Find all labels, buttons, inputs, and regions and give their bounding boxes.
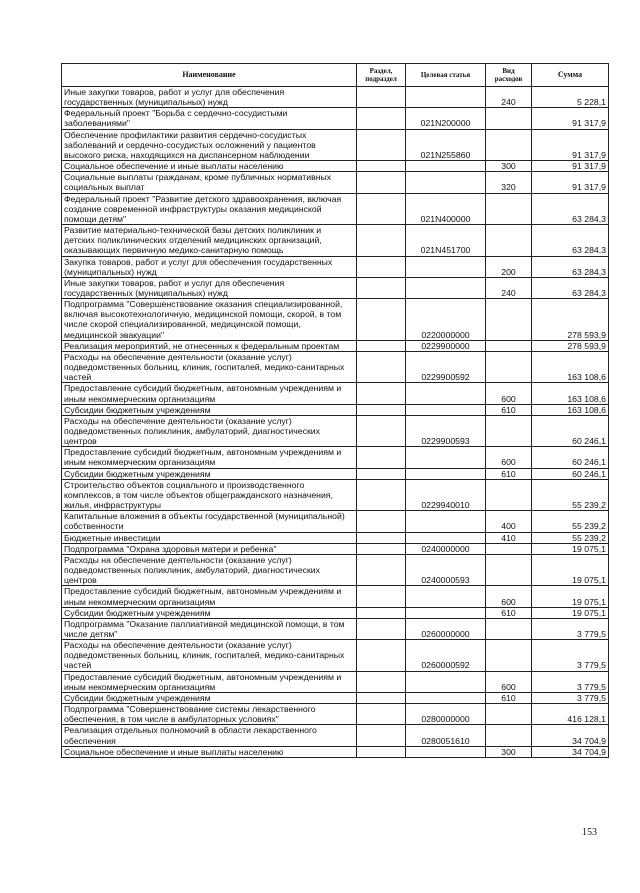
row-sum-cell: 60 246,1 <box>532 447 609 468</box>
row-expense-type-cell: 610 <box>486 692 532 703</box>
table-row <box>62 277 609 298</box>
header-name: Наименование <box>62 64 357 87</box>
table-row <box>62 447 609 468</box>
row-name-cell: Строительство объектов социального и производственного комплексов, в том числе объектов общегражданского назначения, жилья, инфраструктуры <box>62 479 357 510</box>
row-expense-type-cell <box>486 108 532 129</box>
row-name-cell: Подпрограмма "Оказание паллиативной медицинской помощи, в том числе детям" <box>62 618 357 639</box>
table-body <box>62 87 609 758</box>
row-target-article-cell <box>406 161 486 172</box>
row-expense-type-cell <box>486 640 532 671</box>
row-razdel-cell <box>357 415 406 446</box>
row-target-article-cell <box>406 172 486 193</box>
row-razdel-cell <box>357 511 406 532</box>
row-sum-cell: 5 228,1 <box>532 87 609 108</box>
row-name-cell: Реализация отдельных полномочий в области лекарственного обеспечения <box>62 725 357 746</box>
row-sum-cell: 63 284,3 <box>532 256 609 277</box>
table-row <box>62 607 609 618</box>
row-target-article-cell: 0280000000 <box>406 704 486 725</box>
row-expense-type-cell: 320 <box>486 172 532 193</box>
row-name-cell: Расходы на обеспечение деятельности (оказание услуг) подведомственных поликлиник, амбулаторий, диагностических центров <box>62 554 357 585</box>
row-razdel-cell <box>357 161 406 172</box>
row-target-article-cell <box>406 404 486 415</box>
row-target-article-cell <box>406 87 486 108</box>
table-row <box>62 532 609 543</box>
row-sum-cell: 278 593,9 <box>532 340 609 351</box>
row-expense-type-cell: 600 <box>486 383 532 404</box>
row-razdel-cell <box>357 383 406 404</box>
row-expense-type-cell: 610 <box>486 468 532 479</box>
row-name-cell: Субсидии бюджетным учреждениям <box>62 607 357 618</box>
row-expense-type-cell: 400 <box>486 511 532 532</box>
table-row <box>62 172 609 193</box>
header-target-article: Целевая статья <box>406 64 486 87</box>
row-expense-type-cell: 240 <box>486 277 532 298</box>
row-target-article-cell <box>406 586 486 607</box>
row-target-article-cell: 021N255860 <box>406 129 486 160</box>
row-expense-type-cell: 600 <box>486 671 532 692</box>
row-expense-type-cell <box>486 618 532 639</box>
row-target-article-cell <box>406 511 486 532</box>
budget-table <box>61 63 609 758</box>
row-razdel-cell <box>357 87 406 108</box>
row-target-article-cell: 021N400000 <box>406 193 486 224</box>
row-razdel-cell <box>357 404 406 415</box>
row-target-article-cell <box>406 532 486 543</box>
row-expense-type-cell: 200 <box>486 256 532 277</box>
row-name-cell: Субсидии бюджетным учреждениям <box>62 468 357 479</box>
table-row <box>62 618 609 639</box>
row-sum-cell: 91 317,9 <box>532 129 609 160</box>
row-name-cell: Федеральный проект "Развитие детского здравоохранения, включая создание современной инфраструктуры оказания медицинской помощи детям" <box>62 193 357 224</box>
row-sum-cell: 34 704,9 <box>532 725 609 746</box>
row-expense-type-cell: 410 <box>486 532 532 543</box>
row-sum-cell: 163 108,6 <box>532 404 609 415</box>
row-sum-cell: 416 128,1 <box>532 704 609 725</box>
row-target-article-cell: 0229900592 <box>406 351 486 382</box>
row-sum-cell: 55 239,2 <box>532 479 609 510</box>
row-name-cell: Предоставление субсидий бюджетным, автономным учреждениям и иным некоммерческим организациям <box>62 671 357 692</box>
table-row <box>62 746 609 757</box>
row-name-cell: Предоставление субсидий бюджетным, автономным учреждениям и иным некоммерческим организациям <box>62 586 357 607</box>
table-row <box>62 554 609 585</box>
row-expense-type-cell <box>486 299 532 341</box>
row-target-article-cell <box>406 468 486 479</box>
page-number: 153 <box>582 827 597 838</box>
row-razdel-cell <box>357 640 406 671</box>
row-expense-type-cell <box>486 725 532 746</box>
row-expense-type-cell <box>486 225 532 256</box>
row-name-cell: Подпрограмма "Охрана здоровья матери и ребенка" <box>62 543 357 554</box>
table-row <box>62 479 609 510</box>
row-razdel-cell <box>357 225 406 256</box>
row-sum-cell: 91 317,9 <box>532 161 609 172</box>
row-name-cell: Предоставление субсидий бюджетным, автономным учреждениям и иным некоммерческим организациям <box>62 383 357 404</box>
row-razdel-cell <box>357 479 406 510</box>
row-razdel-cell <box>357 618 406 639</box>
row-name-cell: Предоставление субсидий бюджетным, автономным учреждениям и иным некоммерческим организациям <box>62 447 357 468</box>
row-target-article-cell <box>406 671 486 692</box>
row-expense-type-cell: 240 <box>486 87 532 108</box>
row-razdel-cell <box>357 586 406 607</box>
row-target-article-cell: 0229940010 <box>406 479 486 510</box>
row-sum-cell: 3 779,5 <box>532 618 609 639</box>
table-row <box>62 704 609 725</box>
row-expense-type-cell <box>486 193 532 224</box>
row-name-cell: Обеспечение профилактики развития сердечно-сосудистых заболеваний и сердечно-сосудистых осложнений у пациентов высокого риска, находящихся на диспансерном наблюдении <box>62 129 357 160</box>
header-expense-type: Вид расходов <box>486 64 532 87</box>
row-razdel-cell <box>357 607 406 618</box>
row-sum-cell: 163 108,6 <box>532 351 609 382</box>
row-expense-type-cell: 300 <box>486 161 532 172</box>
row-target-article-cell <box>406 746 486 757</box>
table-row <box>62 161 609 172</box>
row-target-article-cell: 0229900593 <box>406 415 486 446</box>
row-target-article-cell: 0240000000 <box>406 543 486 554</box>
row-sum-cell: 163 108,6 <box>532 383 609 404</box>
table-row <box>62 692 609 703</box>
table-row <box>62 725 609 746</box>
row-sum-cell: 60 246,1 <box>532 415 609 446</box>
row-target-article-cell <box>406 447 486 468</box>
row-name-cell: Субсидии бюджетным учреждениям <box>62 692 357 703</box>
row-sum-cell: 19 075,1 <box>532 543 609 554</box>
row-expense-type-cell <box>486 704 532 725</box>
row-razdel-cell <box>357 193 406 224</box>
row-expense-type-cell <box>486 543 532 554</box>
row-sum-cell: 19 075,1 <box>532 607 609 618</box>
row-razdel-cell <box>357 277 406 298</box>
row-sum-cell: 19 075,1 <box>532 586 609 607</box>
row-sum-cell: 278 593,9 <box>532 299 609 341</box>
row-sum-cell: 3 779,5 <box>532 692 609 703</box>
row-razdel-cell <box>357 340 406 351</box>
row-name-cell: Развитие материально-технической базы детских поликлиник и детских поликлинических отделений медицинских организаций, оказывающих первичную медико-санитарную помощь <box>62 225 357 256</box>
row-name-cell: Расходы на обеспечение деятельности (оказание услуг) подведомственных поликлиник, амбулаторий, диагностических центров <box>62 415 357 446</box>
row-razdel-cell <box>357 746 406 757</box>
table-row <box>62 586 609 607</box>
row-sum-cell: 63 284,3 <box>532 225 609 256</box>
table-row <box>62 543 609 554</box>
row-target-article-cell <box>406 277 486 298</box>
table-row <box>62 511 609 532</box>
row-expense-type-cell: 610 <box>486 404 532 415</box>
row-name-cell: Социальное обеспечение и иные выплаты населению <box>62 746 357 757</box>
row-name-cell: Подпрограмма "Совершенствование системы лекарственного обеспечения, в том числе в амбулаторных условиях" <box>62 704 357 725</box>
row-expense-type-cell <box>486 340 532 351</box>
row-target-article-cell: 0260000000 <box>406 618 486 639</box>
row-name-cell: Социальное обеспечение и иные выплаты населению <box>62 161 357 172</box>
row-razdel-cell <box>357 543 406 554</box>
row-name-cell: Социальные выплаты гражданам, кроме публичных нормативных социальных выплат <box>62 172 357 193</box>
row-name-cell: Капитальные вложения в объекты государственной (муниципальной) собственности <box>62 511 357 532</box>
row-sum-cell: 3 779,5 <box>532 640 609 671</box>
row-target-article-cell: 021N451700 <box>406 225 486 256</box>
row-razdel-cell <box>357 108 406 129</box>
table-row <box>62 415 609 446</box>
row-name-cell: Подпрограмма "Совершенствование оказания специализированной, включая высокотехнологичную, медицинской помощи, скорой, в том числе скорой специализированной, медицинской помощи, медицинской эвакуации" <box>62 299 357 341</box>
table-row <box>62 404 609 415</box>
row-name-cell: Иные закупки товаров, работ и услуг для обеспечения государственных (муниципальных) нужд <box>62 277 357 298</box>
row-razdel-cell <box>357 725 406 746</box>
row-sum-cell: 91 317,9 <box>532 108 609 129</box>
table-row <box>62 671 609 692</box>
row-name-cell: Федеральный проект "Борьба с сердечно-сосудистыми заболеваниями" <box>62 108 357 129</box>
row-name-cell: Расходы на обеспечение деятельности (оказание услуг) подведомственных больниц, клиник, госпиталей, медико-санитарных частей <box>62 351 357 382</box>
row-razdel-cell <box>357 468 406 479</box>
row-target-article-cell: 0240000593 <box>406 554 486 585</box>
table-row <box>62 193 609 224</box>
table-row <box>62 383 609 404</box>
row-sum-cell: 63 284,3 <box>532 277 609 298</box>
row-target-article-cell: 0280051610 <box>406 725 486 746</box>
row-sum-cell: 60 246,1 <box>532 468 609 479</box>
table-row <box>62 340 609 351</box>
row-target-article-cell <box>406 692 486 703</box>
row-razdel-cell <box>357 704 406 725</box>
row-expense-type-cell <box>486 129 532 160</box>
row-target-article-cell: 0229900000 <box>406 340 486 351</box>
table-header-row <box>62 64 609 87</box>
row-razdel-cell <box>357 351 406 382</box>
row-razdel-cell <box>357 671 406 692</box>
row-sum-cell: 3 779,5 <box>532 671 609 692</box>
row-razdel-cell <box>357 554 406 585</box>
row-name-cell: Расходы на обеспечение деятельности (оказание услуг) подведомственных больниц, клиник, госпиталей, медико-санитарных частей <box>62 640 357 671</box>
row-razdel-cell <box>357 256 406 277</box>
row-target-article-cell <box>406 256 486 277</box>
table-row <box>62 87 609 108</box>
header-sum: Сумма <box>532 64 609 87</box>
table-row <box>62 640 609 671</box>
table-row <box>62 256 609 277</box>
row-razdel-cell <box>357 299 406 341</box>
row-target-article-cell: 0260000592 <box>406 640 486 671</box>
row-sum-cell: 91 317,9 <box>532 172 609 193</box>
row-razdel-cell <box>357 172 406 193</box>
row-sum-cell: 34 704,9 <box>532 746 609 757</box>
row-expense-type-cell: 600 <box>486 447 532 468</box>
row-expense-type-cell: 300 <box>486 746 532 757</box>
table-row <box>62 129 609 160</box>
table-row <box>62 225 609 256</box>
header-razdel: Раздел, подраздел <box>357 64 406 87</box>
budget-table-sheet <box>61 63 608 758</box>
row-name-cell: Субсидии бюджетным учреждениям <box>62 404 357 415</box>
row-target-article-cell <box>406 607 486 618</box>
row-sum-cell: 55 239,2 <box>532 511 609 532</box>
row-expense-type-cell: 600 <box>486 586 532 607</box>
row-name-cell: Бюджетные инвестиции <box>62 532 357 543</box>
row-razdel-cell <box>357 447 406 468</box>
row-target-article-cell <box>406 383 486 404</box>
row-expense-type-cell <box>486 554 532 585</box>
row-sum-cell: 55 239,2 <box>532 532 609 543</box>
row-sum-cell: 19 075,1 <box>532 554 609 585</box>
row-target-article-cell: 0220000000 <box>406 299 486 341</box>
row-expense-type-cell <box>486 479 532 510</box>
table-row <box>62 468 609 479</box>
table-row <box>62 351 609 382</box>
row-target-article-cell: 021N200000 <box>406 108 486 129</box>
row-razdel-cell <box>357 129 406 160</box>
table-row <box>62 108 609 129</box>
row-razdel-cell <box>357 692 406 703</box>
row-razdel-cell <box>357 532 406 543</box>
row-expense-type-cell: 610 <box>486 607 532 618</box>
table-row <box>62 299 609 341</box>
row-name-cell: Иные закупки товаров, работ и услуг для обеспечения государственных (муниципальных) нужд <box>62 87 357 108</box>
row-expense-type-cell <box>486 415 532 446</box>
row-name-cell: Реализация мероприятий, не отнесенных к федеральным проектам <box>62 340 357 351</box>
row-sum-cell: 63 284,3 <box>532 193 609 224</box>
row-expense-type-cell <box>486 351 532 382</box>
row-name-cell: Закупка товаров, работ и услуг для обеспечения государственных (муниципальных) нужд <box>62 256 357 277</box>
